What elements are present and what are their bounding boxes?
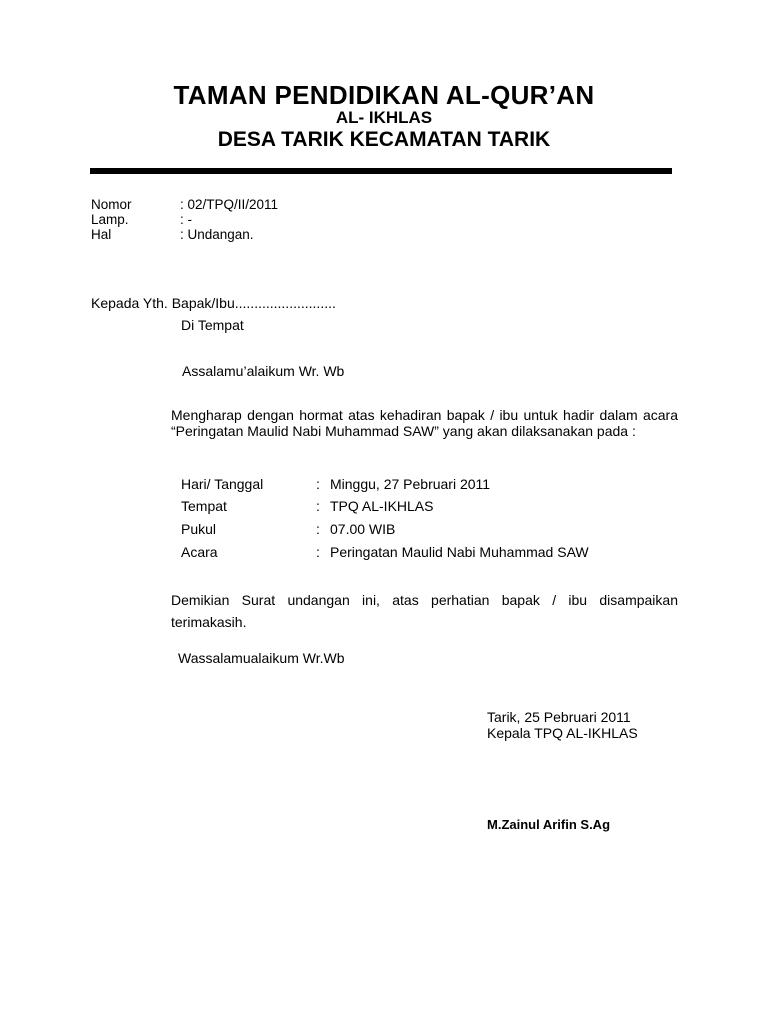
closing-paragraph: Demikian Surat undangan ini, atas perhatian bapak / ibu disampaikan terimakasih.: [171, 592, 678, 630]
detail-value: Peringatan Maulid Nabi Muhammad SAW: [330, 544, 589, 560]
meta-value-hal: : Undangan.: [180, 227, 254, 242]
recipient-place: Di Tempat: [181, 317, 244, 333]
letterhead-title: TAMAN PENDIDIKAN AL-QUR’AN: [173, 80, 595, 110]
detail-value: TPQ AL-IKHLAS: [330, 498, 434, 514]
meta-label-lamp: Lamp.: [91, 212, 129, 227]
meta-value-nomor: : 02/TPQ/II/2011: [180, 197, 279, 212]
meta-label-hal: Hal: [91, 227, 112, 242]
letterhead-location: DESA TARIK KECAMATAN TARIK: [217, 128, 551, 151]
closing-greeting: Wassalamualaikum Wr.Wb: [178, 650, 345, 666]
signature-position: Kepala TPQ AL-IKHLAS: [487, 725, 638, 741]
detail-colon: :: [316, 476, 320, 492]
detail-colon: :: [316, 521, 320, 537]
detail-value: Minggu, 27 Pebruari 2011: [330, 476, 491, 492]
detail-label: Hari/ Tanggal: [181, 476, 264, 492]
detail-colon: :: [316, 498, 320, 514]
detail-value: 07.00 WIB: [330, 521, 396, 537]
meta-label-nomor: Nomor: [91, 197, 132, 212]
signature-place-date: Tarik, 25 Pebruari 2011: [487, 709, 631, 725]
header-divider: [90, 168, 672, 174]
letterhead-subtitle: AL- IKHLAS: [335, 108, 433, 127]
detail-label: Acara: [181, 544, 218, 560]
detail-colon: :: [316, 544, 320, 560]
meta-value-lamp: : -: [180, 212, 192, 227]
invitation-paragraph: Mengharap dengan hormat atas kehadiran bapak / ibu untuk hadir dalam acara “Peringatan Maulid Nabi Muhammad SAW” yang akan dilaksanakan pada :: [171, 407, 678, 439]
opening-greeting: Assalamu’alaikum Wr. Wb: [182, 363, 345, 379]
recipient-line: Kepada Yth. Bapak/Ibu..........................: [91, 295, 336, 311]
detail-label: Pukul: [181, 521, 217, 537]
detail-label: Tempat: [181, 498, 227, 514]
signature-name: M.Zainul Arifin S.Ag: [487, 817, 611, 832]
